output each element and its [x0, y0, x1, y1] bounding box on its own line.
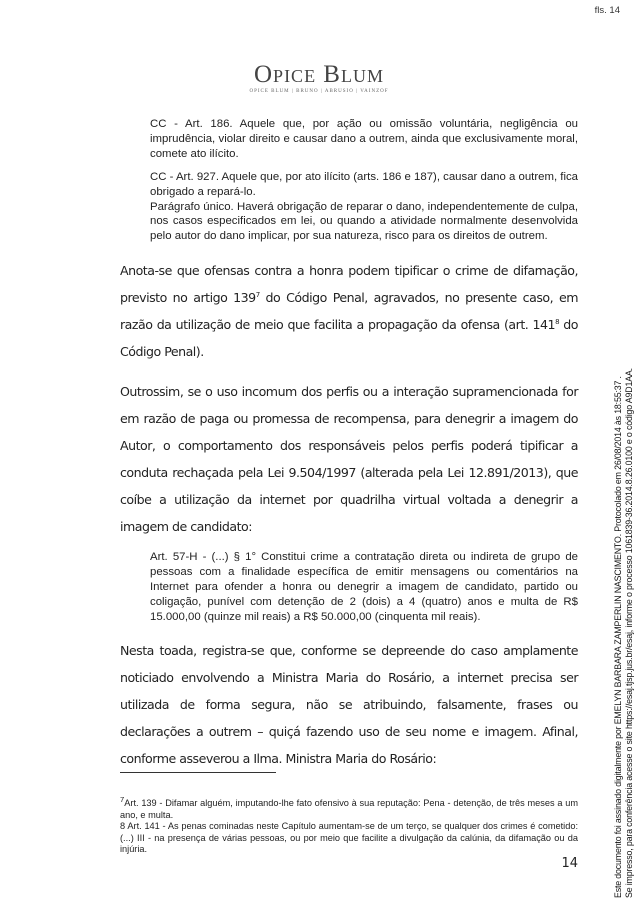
footnote-7: $^7$Art. 139 - Difamar alguém, imputando-lhe fato ofensivo à sua reputação: Pena - detenção, de três meses a um ano, e multa. — [120, 795, 578, 820]
body-paragraph-outrossim: Outrossim, se o uso incomum dos perfis ou a interação supramencionada for em razão de paga ou promessa de recompensa, para denegrir a imagem do Autor, o comportamento dos responsáveis pelos perfis poderá tipificar a conduta rechaçada pela Lei 9.504/1997 (alterada pela Lei 12.891/2013), que coíbe a utilização da internet por quadrilha virtual voltada a denegrir a imagem de candidato: — [120, 384, 578, 535]
quote-paragrafo-unico: Parágrafo único. Haverá obrigação de reparar o dano, independentemente de culpa, nos casos especificados em lei, ou quando a atividade normalmente desenvolvida pelo autor do dano implicar, por sua natureza, risco para os direitos de outrem. — [150, 200, 578, 243]
footnote-ref-8: 8 — [555, 318, 560, 327]
signature-line-1: Este documento foi assinado digitalmente por EMELYN BARBARA ZAMPERLIN NASCIMENTO. Protocolado em 26/08/2014 às 18:55:37 . — [613, 376, 623, 898]
quote-art-186: CC - Art. 186. Aquele que, por ação ou omissão voluntária, negligência ou imprudência, violar direito e causar dano a outrem, ainda que exclusivamente moral, comete ato ilícito. — [150, 118, 578, 160]
footnote-8: 8 Art. 141 - As penas cominadas neste Capítulo aumentam-se de um terço, se qualquer dos crimes é cometido: (...) III - na presença de várias pessoas, ou por meio que facilite a divulgação da calúnia, da difamação ou da injúria. — [120, 821, 578, 855]
logo-wordmark: Opice Blum — [254, 61, 384, 88]
legal-quote-art-57h — [150, 550, 578, 625]
legal-quote-civil-code — [150, 117, 578, 244]
footnotes — [120, 794, 578, 856]
quote-art-57h-text: Art. 57-H - (...) § 1° Constitui crime a contratação direta ou indireta de grupo de pessoas com a finalidade específica de emitir mensagens ou comentários na Internet para ofender a honra ou denegrir a imagem de candidato, partido ou coligação, punível com detenção de 2 (dois) a 4 (quatro) anos e multa de R$ 15.000,00 (quinze mil reais) a R$ 50.000,00 (cinquenta mil reais). — [150, 551, 578, 623]
page-folio: fls. 14 — [594, 5, 620, 16]
footnote-ref-7: 7 — [255, 291, 260, 300]
quote-art-927: CC - Art. 927. Aquele que, por ato ilícito (arts. 186 e 187), causar dano a outrem, fica obrigado a repará-lo. — [150, 170, 579, 198]
firm-logo — [0, 62, 638, 94]
signature-line-2: Se impresso, para conferência acesse o site https://esaj.tjsp.jus.br/esaj, informe o processo 1061839-36.2014.8.26.0100 e o código A9D1AA. — [624, 368, 634, 898]
body-paragraph-nesta-toada: Nesta toada, registra-se que, conforme se depreende do caso amplamente noticiado envolvendo a Ministra Maria do Rosário, a internet precisa ser utilizada de forma segura, não se atribuindo, falsamente, frases ou declarações a outrem – quiçá fazendo uso de seu nome e imagem. Afinal, conforme asseverou a Ilma. Ministra Maria do Rosário: — [120, 642, 578, 766]
footnote-divider — [120, 772, 276, 773]
signature-stamp-vertical — [613, 28, 635, 898]
page-content — [120, 117, 578, 785]
body-paragraph-difamacao: Anota-se que ofensas contra a honra podem tipificar o crime de difamação, previsto no artigo $139^7$ do Código Penal, agravados, no presente caso, em razão da utilização de meio que facilita a propagação da ofensa (art. $141^8$ do Código Penal). — [120, 263, 578, 360]
logo-subtitle: OPICE BLUM | BRUNO | ABRUSIO | VAINZOF — [249, 89, 389, 94]
page-number: 14 — [561, 856, 578, 871]
